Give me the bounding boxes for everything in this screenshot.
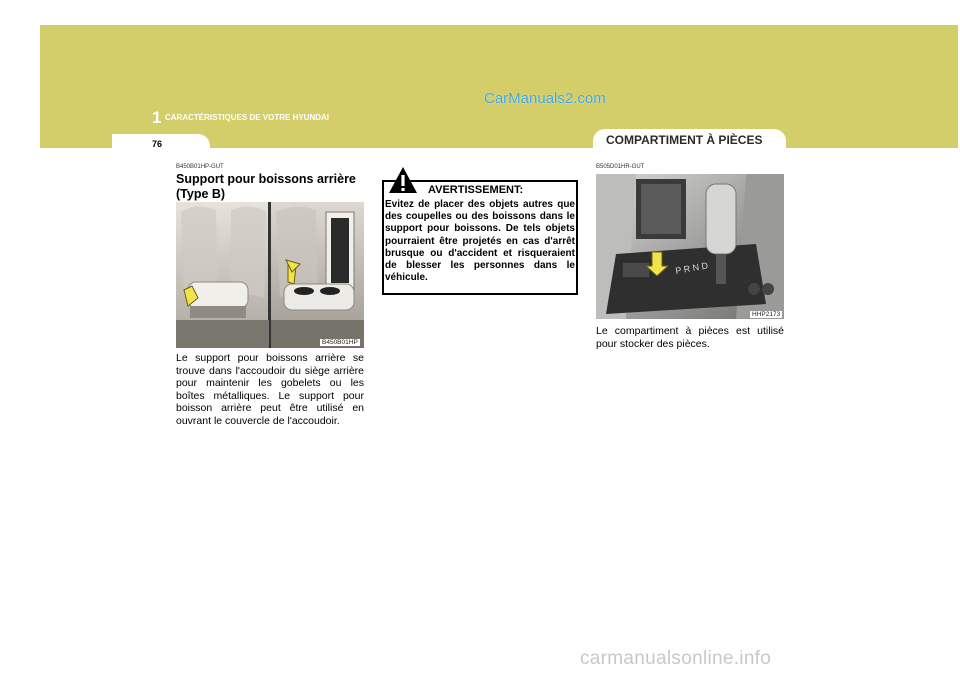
image-caption: HHP2173 (752, 311, 781, 318)
coin-compartment-illustration (596, 174, 784, 319)
armrest-illustration (176, 202, 364, 348)
exclamation-triangle-icon (388, 166, 418, 194)
armrest-photo (176, 202, 364, 348)
section-heading: Support pour boissons arrière (Type B) (176, 172, 356, 201)
chapter-header-band (40, 25, 958, 148)
footer-watermark[interactable]: carmanualsonline.info (580, 648, 772, 669)
section-code: B505D01HR-GUT (596, 164, 645, 170)
watermark-link[interactable]: CarManuals2.com (484, 90, 606, 107)
warning-title: AVERTISSEMENT: (428, 184, 524, 196)
chapter-number: 1 (152, 108, 162, 127)
body-paragraph: Le support pour boissons arrière se trouve dans l'accoudoir du siège arrière pour maintenir les gobelets ou les boîtes métalliques. Le support pour boisson arrière peut être utilisé en ouvrant le couvercle de l'accoudoir. (176, 352, 364, 427)
svg-text:P R N D: P R N D (674, 260, 709, 276)
warning-text: Evitez de placer des objets autres que des coupelles ou des boissons dans le support pour boissons. De tels objets pourraient être projetés en cas d'arrêt brusque ou d'accident et risqueraient de blesser les personnes dans le véhicule. (385, 199, 575, 284)
page-number: 76 (152, 139, 163, 149)
body-paragraph: Le compartiment à pièces est utilisé pour stocker des pièces. (596, 325, 784, 350)
section-code: B450B01HP-GUT (176, 164, 224, 170)
coin-compartment-photo (596, 174, 784, 319)
chapter-title: CARACTÉRISTIQUES DE VOTRE HYUNDAI (165, 113, 330, 122)
section-title: COMPARTIMENT À PIÈCES (606, 133, 763, 147)
image-caption: B450B01HP (322, 339, 358, 346)
